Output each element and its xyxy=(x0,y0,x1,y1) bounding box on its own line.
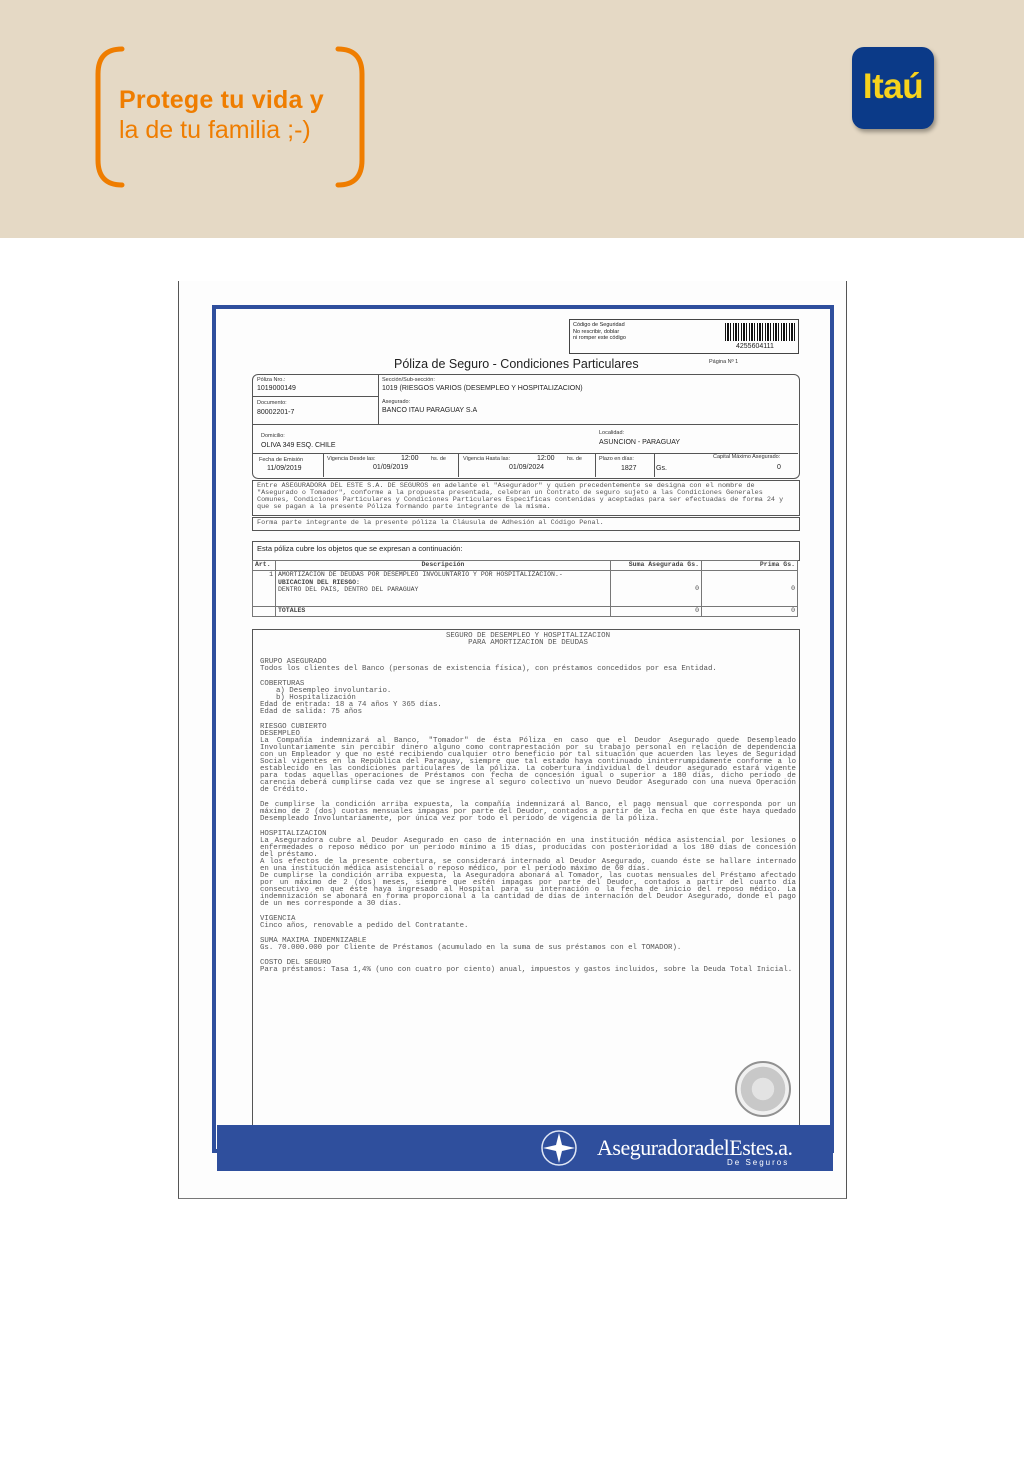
totals-empty xyxy=(253,607,276,617)
coberturas-heading: COBERTURAS xyxy=(260,680,305,688)
row-description xyxy=(276,571,611,607)
col-description: Descripción xyxy=(276,561,611,571)
policy-no-label: Póliza Nro.: xyxy=(257,377,286,383)
document-value: 80002201-7 xyxy=(257,409,295,416)
edad-entrada: Edad de entrada: 18 a 74 años Y 365 días. xyxy=(260,701,442,709)
company-seal-icon xyxy=(735,1061,791,1117)
locality-label: Localidad: xyxy=(599,430,625,436)
totals-row xyxy=(253,607,798,617)
insured-label: Asegurado: xyxy=(382,399,411,405)
desempleo-heading: DESEMPLEO xyxy=(260,730,300,738)
issue-date: 11/09/2019 xyxy=(267,465,302,472)
slogan-line-2: la de tu familia ;-) xyxy=(119,116,311,144)
vigencia-heading: VIGENCIA xyxy=(260,915,296,923)
insurer-emblem-icon xyxy=(535,1127,583,1169)
col-premium: Prima Gs. xyxy=(702,561,798,571)
costo-text: Para préstamos: Tasa 1,4% (uno con cuatro por ciento) anual, impuestos y gastos incluidos, sobre la Deuda Total Inicial. xyxy=(260,966,793,974)
address-label: Domicilio: xyxy=(261,433,285,439)
term-unit: Gs. xyxy=(656,465,667,472)
row-premium: 0 xyxy=(702,571,798,607)
row-art: 1 xyxy=(253,571,276,607)
capital-value: 0 xyxy=(777,464,781,471)
conditions-title-2: PARA AMORTIZACION DE DEUDAS xyxy=(468,639,588,647)
valid-to-label: Vigencia Hasta las: xyxy=(463,456,510,462)
insurer-brand: AseguradoradelEstes.a. xyxy=(597,1135,793,1160)
row-sum: 0 xyxy=(611,571,702,607)
riesgo-heading: RIESGO CUBIERTO xyxy=(260,723,327,731)
col-art: Art. xyxy=(253,561,276,571)
grupo-text: Todos los clientes del Banco (personas de existencia física), con préstamos concedidos por esa Entidad. xyxy=(260,665,717,673)
term-value: 1827 xyxy=(621,465,637,472)
row-desc-1: AMORTIZACION DE DEUDAS POR DESEMPLEO INVOLUNTARIO Y POR HOSPITALIZACION.- xyxy=(278,571,563,578)
document-title: Póliza de Seguro - Condiciones Particulares xyxy=(394,357,639,371)
covers-text: Esta póliza cubre los objetos que se expresan a continuación: xyxy=(257,544,463,553)
hosp-text-1: La Aseguradora cubre al Deudor Asegurado en caso de internación en una institución médica asistencial por lesiones o enfermedades o reposo médico por un período mínimo a 15 días, producidas con posterioridad a los 180 días de concesión del préstamo. xyxy=(260,837,796,859)
valid-from-time: 12:00 xyxy=(401,455,419,462)
security-code-label: Código de Seguridad No rescribir, doblar ni romper este código xyxy=(573,322,626,341)
document-label: Documento: xyxy=(257,400,287,406)
coverage-table xyxy=(252,560,798,617)
insurer-footer xyxy=(217,1125,833,1171)
conditions-title-1: SEGURO DE DESEMPLEO Y HOSPITALIZACION xyxy=(445,632,611,640)
issue-date-label: Fecha de Emisión xyxy=(259,457,304,463)
conditions-text xyxy=(260,633,796,982)
costo-heading: COSTO DEL SEGURO xyxy=(260,959,331,967)
policy-document-scan xyxy=(178,281,847,1199)
totals-sum: 0 xyxy=(611,607,702,617)
slogan xyxy=(94,46,366,188)
riesgo-section xyxy=(260,724,796,794)
vigencia-section xyxy=(260,916,796,930)
totals-premium: 0 xyxy=(702,607,798,617)
hosp-text-2: A los efectos de la presente cobertura, se considerará internado al Deudor Asegurado, cuando éste se hallare internado en una institución médica asistencial o reposo médico, por el período máximo de 60 días. xyxy=(260,858,796,873)
valid-to-time: 12:00 xyxy=(537,455,555,462)
locality-value: ASUNCION - PARAGUAY xyxy=(599,439,681,446)
suma-heading: SUMA MAXIMA INDEMNIZABLE xyxy=(260,937,367,945)
row-desc-3: DENTRO DEL PAIS, DENTRO DEL PARAGUAY xyxy=(278,586,419,593)
edad-salida: Edad de salida: 75 años xyxy=(260,708,363,716)
coberturas-section xyxy=(260,681,796,716)
security-code-number: 4255604111 xyxy=(736,343,774,350)
section-label: Sección/Sub-sección: xyxy=(382,377,435,383)
table-row xyxy=(253,571,798,607)
vigencia-text: Cinco años, renovable a pedido del Contratante. xyxy=(260,922,469,930)
logo-text: Itaú xyxy=(862,67,924,106)
term-label: Plazo en días: xyxy=(599,456,634,462)
col-sum: Suma Asegurada Gs. xyxy=(611,561,702,571)
table-header-row xyxy=(253,561,798,571)
insurer-subtitle: De Seguros xyxy=(727,1158,790,1167)
address-value: OLIVA 349 ESQ. CHILE xyxy=(261,442,336,449)
policy-no: 1019000149 xyxy=(257,385,296,392)
suma-section xyxy=(260,938,796,952)
cobertura-a: a) Desempleo involuntario. xyxy=(276,687,392,695)
desempleo-text: La Compañía indemnizará al Banco, "Tomador" de ésta Póliza en caso que el Deudor Asegurado quede Desempleado Involuntariamente sin percibir dinero alguno como contraprestación por su trabajo personal en relación de dependencia con un Empleador y que no esté recibiendo cualquier otro beneficio por tal situación que acuerden las leyes de Seguridad Social vigentes en la República del Paraguay, siempre que tal estado haya continuado ininterrumpidamente conforme a lo establecido en las condiciones particulares de la póliza. La cobertura individual del deudor asegurado estará vigente para todas aquellas operaciones de Préstamos con fecha de concesión igual o superior a 180 días, dicho período de carencia deberá cumplirse cada vez que se ingrese al seguro colectivo un nuevo Deudor Asegurado con una nueva Operación de Crédito. xyxy=(260,737,796,794)
header-banner xyxy=(0,0,1024,238)
totals-label: TOTALES xyxy=(276,607,611,617)
desempleo-text-2: De cumplirse la condición arriba expuesta, la compañía indemnizará al Banco, el pago mensual que corresponda por un máximo de 2 (dos) cuotas mensuales impagas por parte del Deudor, contados a partir de la fecha en que éste haya quedado Desempleado Involuntariamente, por única vez por todo el período de vigencia de la póliza. xyxy=(260,801,796,823)
insured-value: BANCO ITAU PARAGUAY S.A xyxy=(382,407,478,414)
row-desc-2: UBICACION DEL RIESGO: xyxy=(278,578,360,586)
hosp-section xyxy=(260,831,796,908)
barcode-icon xyxy=(725,323,795,341)
valid-to-date: 01/09/2024 xyxy=(509,464,545,471)
intro-text: Entre ASEGURADORA DEL ESTE S.A. DE SEGUROS en adelante el "Asegurador" y quien precedentemente se designa con el nombre de "Asegurado o Tomador", conforme a la propuesta presentada, celebran un Contrato de seguro sujeto a las Condiciones Generales Comunes, Condiciones Particulares y Condiciones Particulares Especificas contenidas y aceptadas para ser efectuadas de forma 24 y que se pagan a la presente Póliza formando parte integrante de la misma. xyxy=(257,482,784,512)
grupo-heading: GRUPO ASEGURADO xyxy=(260,658,327,666)
page-number: Página Nº 1 xyxy=(709,359,739,365)
grupo-section xyxy=(260,659,796,673)
capital-label: Capital Máximo Asegurado: xyxy=(713,454,781,460)
suma-text: Gs. 70.000.000 por Cliente de Préstamos (acumulado en la suma de sus préstamos con el TOMADOR). xyxy=(260,944,682,952)
slogan-line-1: Protege tu vida y xyxy=(119,86,324,114)
valid-from-date: 01/09/2019 xyxy=(373,464,409,471)
costo-section xyxy=(260,960,796,974)
cobertura-b: b) Hospitalización xyxy=(276,694,356,702)
valid-to-suffix: hs. de xyxy=(567,456,582,462)
hosp-text-3: De cumplirse la condición arriba expuesta, la Aseguradora abonará al Tomador, las cuotas mensuales del Préstamo afectado por un máximo de 2 (dos) meses, siempre que estén impagas por parte del Deudor, contados a partir del cuarto día consecutivo en que éste haya ingresado al Hospital para su internación o la fecha de inicio del reposo médico. La indemnización se abonará en forma proporcional a la cantidad de días de internación del Deudor Asegurado, donde el pago de un mes corresponde a 30 días. xyxy=(260,872,796,908)
hosp-heading: HOSPITALIZACION xyxy=(260,830,327,838)
security-code-box xyxy=(569,319,799,354)
section-value: 1019 (RIESGOS VARIOS (DESEMPLEO Y HOSPITALIZACION) xyxy=(382,385,583,392)
itau-logo xyxy=(852,47,934,129)
clause-text: Forma parte integrante de la presente póliza la Cláusula de Adhesión al Código Penal. xyxy=(257,519,604,527)
valid-from-label: Vigencia Desde las: xyxy=(327,456,376,462)
valid-from-suffix: hs. de xyxy=(431,456,446,462)
